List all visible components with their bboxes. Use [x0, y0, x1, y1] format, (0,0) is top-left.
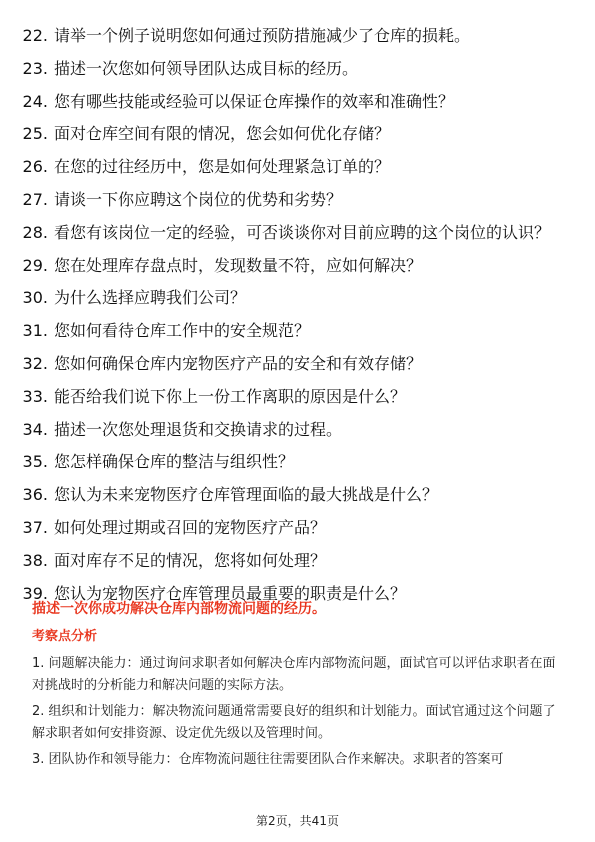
question-text: 您认为未来宠物医疗仓库管理面临的最大挑战是什么？ — [54, 485, 439, 505]
question-text: 面对仓库空间有限的情况，您会如何优化存储？ — [54, 124, 391, 144]
question-list — [0, 26, 595, 616]
analysis-point: 3. 团队协作和领导能力：仓库物流问题往往需要团队合作来解决。求职者的答案可 — [32, 752, 504, 767]
list-item — [0, 124, 595, 144]
question-number: 25. — [22, 124, 48, 144]
list-item — [0, 387, 595, 407]
list-item — [0, 354, 595, 374]
question-number: 35. — [22, 452, 48, 472]
question-number: 28. — [22, 222, 48, 242]
question-text: 描述一次您如何领导团队达成目标的经历。 — [54, 58, 359, 78]
section-title: 描述一次你成功解决仓库内部物流问题的经历。 — [32, 601, 326, 617]
question-text: 为什么选择应聘我们公司？ — [54, 288, 247, 308]
question-number: 26. — [22, 157, 48, 177]
question-number: 22. — [22, 26, 48, 45]
question-text: 看您有该岗位一定的经验，可否谈谈你对目前应聘的这个岗位的认识？ — [54, 222, 551, 242]
list-item — [0, 518, 595, 538]
question-number: 39. — [22, 583, 48, 603]
question-text: 您如何看待仓库工作中的安全规范？ — [54, 321, 311, 341]
question-text: 能否给我们说下你上一份工作离职的原因是什么？ — [54, 386, 407, 406]
question-text: 请谈一下你应聘这个岗位的优势和劣势？ — [54, 189, 343, 209]
question-text: 面对库存不足的情况，您将如何处理？ — [54, 550, 327, 570]
analysis-point: 2. 组织和计划能力：解决物流问题通常需要良好的组织和计划能力。面试官通过这个问题了解求职者如何安排资源、设定优先级以及管理时间。 — [32, 704, 556, 741]
question-text: 您在处理库存盘点时，发现数量不符，应如何解决？ — [54, 255, 423, 275]
page-footer: 第2页，共41页 — [256, 814, 339, 828]
list-item — [0, 551, 595, 571]
question-text: 您如何确保仓库内宠物医疗产品的安全和有效存储？ — [54, 353, 423, 373]
question-text: 描述一次您处理退货和交换请求的过程。 — [54, 419, 343, 439]
question-text: 您有哪些技能或经验可以保证仓库操作的效率和准确性？ — [54, 91, 455, 111]
question-number: 24. — [22, 91, 48, 111]
list-item — [0, 420, 595, 440]
list-item — [0, 321, 595, 341]
list-item — [0, 157, 595, 177]
question-text: 请举一个例子说明您如何通过预防措施减少了仓库的损耗。 — [54, 26, 471, 45]
question-number: 33. — [22, 386, 48, 406]
list-item — [0, 92, 595, 112]
question-number: 34. — [22, 419, 48, 439]
question-text: 在您的过往经历中，您是如何处理紧急订单的？ — [54, 157, 391, 177]
list-item — [0, 288, 595, 308]
list-item — [0, 26, 595, 46]
list-item — [0, 59, 595, 79]
list-item — [0, 256, 595, 276]
list-item — [0, 223, 595, 243]
question-text: 如何处理过期或召回的宠物医疗产品？ — [54, 517, 327, 537]
question-number: 27. — [22, 189, 48, 209]
question-number: 30. — [22, 288, 48, 308]
question-number: 38. — [22, 550, 48, 570]
answer-section — [32, 599, 567, 775]
question-text: 您认为宠物医疗仓库管理员最重要的职责是什么？ — [54, 583, 407, 603]
section-subtitle: 考察点分析 — [32, 629, 98, 644]
list-item — [0, 190, 595, 210]
analysis-point: 1. 问题解决能力：通过询问求职者如何解决仓库内部物流问题，面试官可以评估求职者在面对挑战时的分析能力和解决问题的实际方法。 — [32, 656, 556, 693]
analysis-points — [32, 653, 567, 771]
question-number: 36. — [22, 485, 48, 505]
question-number: 32. — [22, 353, 48, 373]
list-item — [0, 485, 595, 505]
question-number: 29. — [22, 255, 48, 275]
question-text: 您怎样确保仓库的整洁与组织性？ — [54, 452, 295, 472]
question-number: 23. — [22, 58, 48, 78]
question-number: 37. — [22, 517, 48, 537]
list-item — [0, 452, 595, 472]
question-number: 31. — [22, 321, 48, 341]
